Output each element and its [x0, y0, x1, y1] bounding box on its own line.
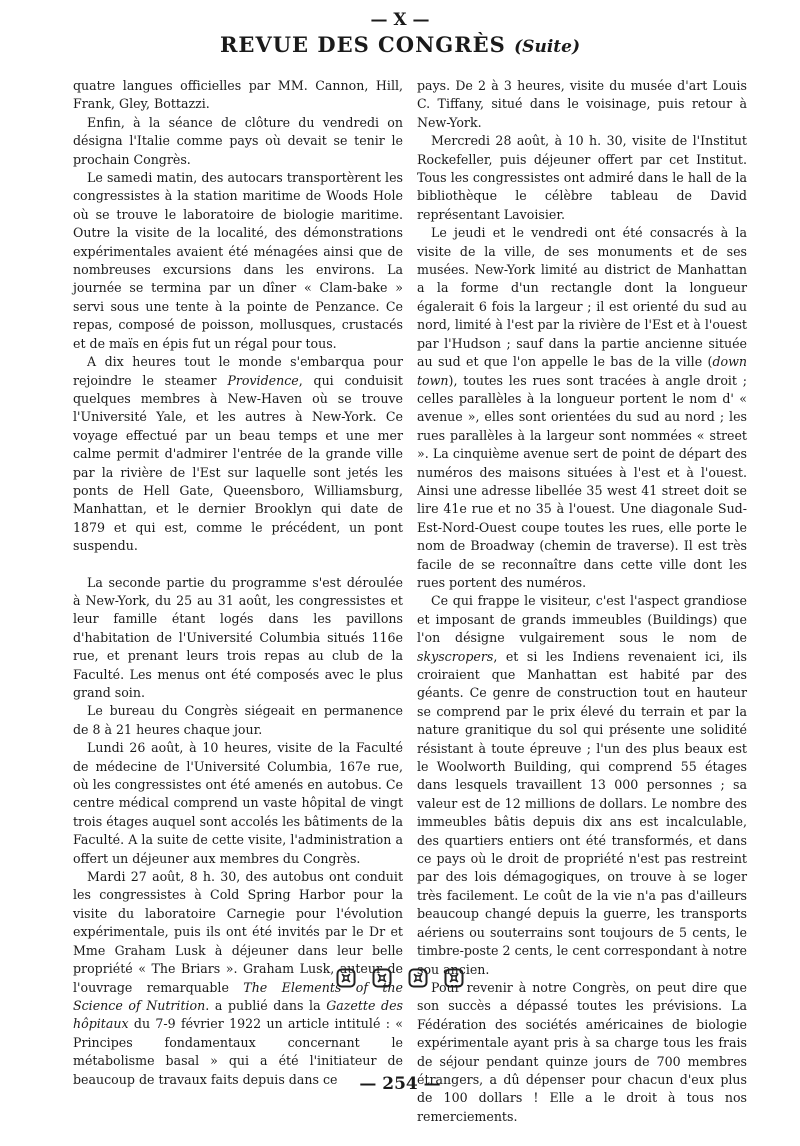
page-number: — 254 — [359, 1074, 441, 1094]
page-title [0, 32, 800, 57]
ornament-icon [408, 968, 428, 988]
paragraph: Le bureau du Congrès siégeait en permanence de 8 à 21 heures chaque jour. [73, 703, 403, 737]
skyscraper-term: skyscropers [417, 648, 494, 664]
title-text: REVUE DES CONGRÈS [219, 32, 506, 57]
paragraph: La seconde partie du programme s'est déroulée à New-York, du 25 au 31 août, les congressistes et leur famille étant logés dans les pavillons d'habitation de l'Université Columbia situés 116e rue, et prenant leurs trois repas au club de la Faculté. Les menus ont été composés avec le plus grand soin. [73, 574, 403, 700]
paragraph [417, 592, 747, 979]
ornament-icon [444, 968, 464, 988]
paragraph [417, 224, 747, 592]
text-run: A dix heures tout le monde s'embarqua pour rejoindre le steamer [73, 354, 403, 388]
text-run: . a publié dans la [205, 997, 327, 1013]
text-run: , qui conduisit quelques membres à New-Haven où se trouve l'Université Yale, et les autres à New-York. Ce voyage effectué par un beau temps et une mer calme permit d'admirer l'entrée de la grande ville par la rivière de l'Est sur laquelle sont jetés les ponts de Hell Gate, Queensboro, Williamsburg, Manhattan, et le dernier Brooklyn qui date de 1879 et qui est, comme le précédent, un pont suspendu. [73, 372, 403, 554]
paragraph [73, 353, 403, 555]
paragraph: Enfin, à la séance de clôture du vendredi on désigna l'Italie comme pays où devait se tenir le prochain Congrès. [73, 114, 403, 167]
section-number: — X — [370, 10, 430, 30]
book-title: The Elements of the Science of Nutrition [73, 979, 404, 1013]
paragraph: pays. De 2 à 3 heures, visite du musée d'art Louis C. Tiffany, situé dans le voisinage, puis retour à New-York. [417, 78, 747, 130]
paragraph: quatre langues officielles par MM. Cannon, Hill, Frank, Gley, Bottazzi. [73, 78, 403, 112]
ornament-icon [336, 968, 356, 988]
text-run: ), toutes les rues sont tracées à angle droit ; celles parallèles à la longueur portent le nom d' « avenue », elles sont orientées du sud au nord ; les rues parallèles à la largeur sont nommées « street ». La cinquième avenue sert de point de départ des numéros des maisons situées à l'est et à l'ouest. Ainsi une adresse libellée 35 west 41 street doit se lire 41e rue et no 35 à l'ouest. Une diagonale Sud-Est-Nord-Ouest coupe toutes les rues, elle porte le nom de Broadway (chemin de traverse). Il est très facile de se reconnaître dans cette ville dont les rues portent des numéros. [417, 372, 747, 590]
paragraph: Lundi 26 août, à 10 heures, visite de la Faculté de médecine de l'Université Columbia, 167e rue, où les congressistes ont été amenés en autobus. Ce centre médical comprend un vaste hôpital de vingt trois étages auquel sont accolés les bâtiments de la Faculté. A la suite de cette visite, l'administration a offert un déjeuner aux membres du Congrès. [73, 740, 403, 866]
text-run: Ce qui frappe le visiteur, c'est l'aspect grandiose et imposant de grands immeubles (Buildings) que l'on désigne vulgairement sous le nom de [417, 593, 747, 646]
text-run: Mardi 27 août, 8 h. 30, des autobus ont conduit les congressistes à Cold Spring Harbor pour la visite du laboratoire Carnegie pour l'évolution expérimentale, puis ils ont été invités par le Dr et Mme Graham Lusk à déjeuner dans leur belle propriété « The Briars ». Graham Lusk, auteur de l'ouvrage remarquable [73, 869, 403, 995]
paragraph: Mercredi 28 août, à 10 h. 30, visite de l'Institut Rockefeller, puis déjeuner offert par cet Institut. Tous les congressistes ont admiré dans le hall de la bibliothèque le célèbre tableau de David représentant Lavoisier. [417, 133, 747, 222]
text-run: Le jeudi et le vendredi ont été consacrés à la visite de la ville, de ses monuments et de ses musées. New-York limité au district de Manhattan a la forme d'un rectangle dont la longueur égalerait 6 fois la largeur ; il est orienté du sud au nord, limité à l'est par la rivière de l'Est et à l'ouest par l'Hudson ; sauf dans la partie ancienne située au sud et que l'on appelle le bas de la ville ( [417, 225, 747, 370]
left-column [73, 77, 403, 1089]
ornament-row [0, 968, 800, 988]
text-run: du 7-9 février 1922 un article intitulé : « Principes fondamentaux concernant le métabolisme basal » qui a été l'initiateur de beaucoup de travaux faits depuis dans ce [73, 1016, 403, 1087]
text-run: , et si les Indiens revenaient ici, ils croiraient que Manhattan est habité par des géants. Ce genre de construction tout en hauteur se comprend par le prix élevé du terrain et par la nature granitique du sol qui présente une solidité résistant à toute épreuve ; l'un des plus beaux est le Woolworth Building, qui comprend 55 étages dans lesquels travaillent 13 000 personnes ; sa valeur est de 12 millions de dollars. Le nombre des immeubles bâtis depuis dix ans est incalculable, des quartiers entiers ont été transformés, et dans ce pays où le droit de propriété n'est pas restreint par des lois démagogiques, on trouve à se loger très facilement. Le coût de la vie n'a pas d'ailleurs beaucoup changé depuis la guerre, les transports aériens ou souterrains sont toujours de 5 cents, le timbre-poste 2 cents, le cent correspondant à notre sou ancien. [417, 648, 747, 977]
downtown-term: down town [417, 354, 747, 388]
paragraph: Pour revenir à notre Congrès, on peut dire que son succès a dépassé toutes les prévisions. La Fédération des sociétés américaines de biologie expérimentale ayant pris à sa charge tous les frais de séjour pendant quinze jours de 700 membres étrangers, a dû dépenser pour chacun d'eux plus de 100 dollars ! Elle a le droit à tous nos remerciements. [417, 979, 747, 1124]
paragraph: Le samedi matin, des autocars transportèrent les congressistes à la station maritime de Woods Hole où se trouve le laboratoire de biologie maritime. Outre la visite de la localité, des démonstrations expérimentales avaient été ménagées ainsi que de nombreuses excursions dans les environs. La journée se termina par un dîner « Clam-bake » servi sous une tente à la pointe de Penzance. Ce repas, composé de poisson, mollusques, crustacés et de maïs en épis fut un régal pour tous. [73, 170, 403, 351]
ornament-icon [372, 968, 392, 988]
title-suffix: (Suite) [514, 37, 580, 57]
ship-name: Providence [227, 372, 299, 388]
journal-title: Gazette des hôpitaux [73, 997, 403, 1032]
